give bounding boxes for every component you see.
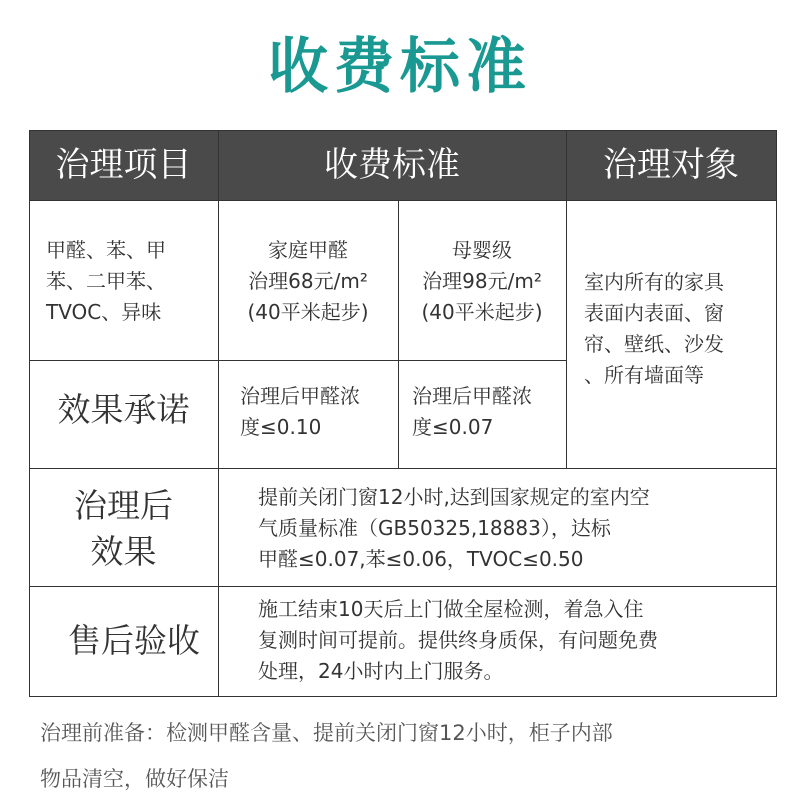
baby-plan-price: 母婴级 治理98元/m² (40平米起步): [421, 238, 543, 324]
promise-label: 效果承诺: [57, 390, 190, 429]
header-treatment-targets: 治理对象: [603, 145, 739, 185]
home-plan-price: 家庭甲醛 治理68元/m² (40平米起步): [247, 238, 369, 324]
table-border: [218, 130, 219, 697]
promise-baby: 治理后甲醛浓 度≤0.07: [412, 384, 532, 439]
effect-text: 提前关闭门窗12小时,达到国家规定的室内空 气质量标准（GB50325,18883），达标 甲醛≤0.07,苯≤0.06，TVOC≤0.50: [258, 485, 650, 571]
page-title: 收费标准: [268, 32, 532, 102]
table-border: [566, 130, 567, 468]
aftersale-label: 售后验收: [68, 621, 200, 660]
table-border: [29, 130, 777, 131]
table-border: [29, 200, 777, 201]
table-border: [29, 360, 566, 361]
treatment-targets: 室内所有的家具 表面内表面、窗 帘、壁纸、沙发 、所有墙面等: [584, 270, 724, 387]
promise-home: 治理后甲醛浓 度≤0.10: [240, 384, 360, 439]
table-border: [29, 696, 777, 697]
preparation-note: 治理前准备：检测甲醛含量、提前关闭门窗12小时，柜子内部 物品清空，做好保洁: [40, 721, 613, 791]
table-border: [29, 586, 777, 587]
table-border: [776, 130, 777, 697]
pollutant-list: 甲醛、苯、甲 苯、二甲苯、 TVOC、异味: [46, 238, 166, 324]
header-pricing-standard: 收费标准: [324, 145, 460, 185]
effect-label: 治理后 效果: [74, 486, 173, 571]
table-border: [29, 468, 777, 469]
aftersale-text: 施工结束10天后上门做全屋检测，着急入住 复测时间可提前。提供终身质保，有问题免费 处理，24小时内上门服务。: [258, 597, 658, 683]
header-treatment-items: 治理项目: [55, 145, 192, 185]
